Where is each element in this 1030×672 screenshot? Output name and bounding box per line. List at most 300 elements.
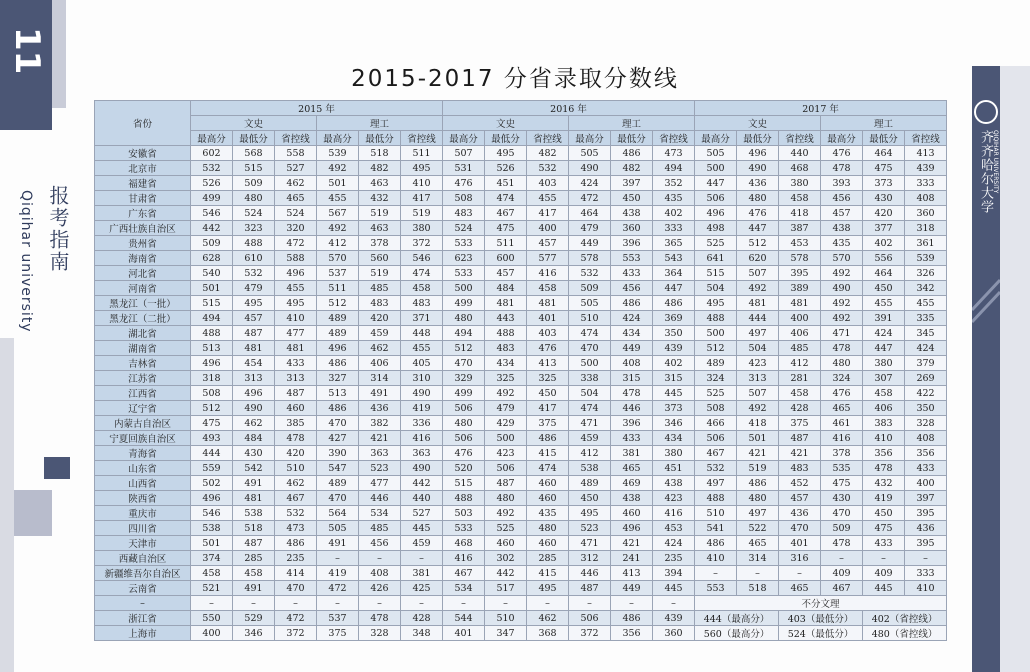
score-cell: 537 — [317, 611, 359, 626]
score-cell: 533 — [443, 236, 485, 251]
score-cell: 381 — [401, 566, 443, 581]
province-cell: 甘肃省 — [95, 191, 191, 206]
score-cell: 378 — [821, 446, 863, 461]
score-cell: 490 — [737, 161, 779, 176]
score-cell: – — [359, 551, 401, 566]
score-cell: 524 — [275, 206, 317, 221]
score-cell: 495 — [569, 506, 611, 521]
score-cell: 397 — [611, 176, 653, 191]
score-cell: 450 — [611, 191, 653, 206]
score-cell: 455 — [275, 281, 317, 296]
side-title-en: Qiqihar university — [18, 190, 34, 333]
score-cell: 550 — [191, 611, 233, 626]
score-cell: 413 — [611, 566, 653, 581]
score-cell: 483 — [401, 296, 443, 311]
score-cell: 459 — [359, 326, 401, 341]
score-cell: 486 — [737, 476, 779, 491]
table-row — [95, 566, 947, 581]
score-cell: 432 — [359, 191, 401, 206]
score-cell: 490 — [569, 161, 611, 176]
score-cell: 458 — [233, 566, 275, 581]
score-cell: 641 — [695, 251, 737, 266]
score-cell: 467 — [485, 206, 527, 221]
score-cell: – — [401, 596, 443, 611]
table-row — [95, 221, 947, 236]
score-cell: 518 — [359, 146, 401, 161]
score-cell: 519 — [359, 266, 401, 281]
score-cell: 235 — [653, 551, 695, 566]
score-cell: 490 — [401, 461, 443, 476]
score-cell: 406 — [359, 356, 401, 371]
score-cell: 480 — [443, 311, 485, 326]
score-cell: 497 — [695, 476, 737, 491]
score-cell: 450 — [527, 386, 569, 401]
score-cell: 445 — [863, 581, 905, 596]
university-name-en: QIQIHAR UNIVERSITY — [992, 130, 999, 194]
score-cell: 537 — [317, 266, 359, 281]
score-cell: 480 — [485, 491, 527, 506]
score-cell: 409 — [863, 566, 905, 581]
score-cell: 513 — [191, 341, 233, 356]
table-row — [95, 446, 947, 461]
score-cell: 375 — [317, 626, 359, 641]
table-row — [95, 161, 947, 176]
score-cell: 447 — [695, 176, 737, 191]
score-cell: 378 — [359, 236, 401, 251]
left-gray-strip — [0, 338, 14, 672]
score-cell: 325 — [485, 371, 527, 386]
score-cell: 372 — [569, 626, 611, 641]
score-cell: 442 — [191, 221, 233, 236]
score-cell: 463 — [359, 221, 401, 236]
score-cell: 465 — [737, 536, 779, 551]
header-column: 最高分 — [695, 131, 737, 146]
score-cell: 567 — [317, 206, 359, 221]
score-cell: 496 — [317, 341, 359, 356]
score-cell: 314 — [359, 371, 401, 386]
score-cell: 511 — [401, 146, 443, 161]
score-cell: 445 — [653, 581, 695, 596]
score-cell: 544 — [443, 611, 485, 626]
score-cell: 408 — [905, 191, 947, 206]
score-cell: 527 — [275, 161, 317, 176]
score-cell: 470 — [317, 416, 359, 431]
score-cell: 505 — [317, 521, 359, 536]
score-cell: 486 — [611, 296, 653, 311]
score-cell: 446 — [569, 566, 611, 581]
score-cell: 428 — [401, 611, 443, 626]
score-cell: 487 — [275, 386, 317, 401]
score-cell: 447 — [863, 341, 905, 356]
score-cell: 241 — [611, 551, 653, 566]
score-cell: 476 — [821, 146, 863, 161]
score-cell: 369 — [653, 311, 695, 326]
header-column: 最低分 — [485, 131, 527, 146]
province-cell: 宁夏回族自治区 — [95, 431, 191, 446]
score-cell: 578 — [569, 251, 611, 266]
score-cell: 420 — [275, 446, 317, 461]
table-row — [95, 281, 947, 296]
score-cell: 505 — [569, 296, 611, 311]
score-cell: 389 — [779, 281, 821, 296]
score-cell: 455 — [317, 191, 359, 206]
score-cell: – — [905, 551, 947, 566]
score-cell: 481 — [233, 491, 275, 506]
table-row — [95, 386, 947, 401]
score-cell: 352 — [653, 176, 695, 191]
score-cell: 512 — [695, 341, 737, 356]
score-cell: 371 — [401, 311, 443, 326]
score-cell: 415 — [527, 566, 569, 581]
score-cell: 413 — [527, 356, 569, 371]
score-cell: 487 — [569, 581, 611, 596]
score-cell: 501 — [191, 536, 233, 551]
score-cell: 494 — [191, 311, 233, 326]
score-cell: 418 — [779, 206, 821, 221]
score-cell: 509 — [191, 236, 233, 251]
score-cell: – — [695, 566, 737, 581]
province-cell: 天津市 — [95, 536, 191, 551]
score-cell: 496 — [191, 491, 233, 506]
score-cell: 515 — [233, 161, 275, 176]
score-cell: 455 — [863, 296, 905, 311]
score-table — [94, 100, 947, 641]
score-cell: 538 — [569, 461, 611, 476]
score-cell: 458 — [401, 281, 443, 296]
score-cell: 468 — [779, 161, 821, 176]
header-row-columns — [95, 131, 947, 146]
score-cell: 493 — [191, 431, 233, 446]
score-cell: 347 — [485, 626, 527, 641]
province-cell: 吉林省 — [95, 356, 191, 371]
score-cell: 453 — [653, 521, 695, 536]
score-cell: 474 — [485, 191, 527, 206]
score-cell: 501 — [191, 281, 233, 296]
score-cell: 492 — [485, 386, 527, 401]
score-cell: 499 — [443, 386, 485, 401]
score-cell: 570 — [821, 251, 863, 266]
score-cell: 395 — [905, 506, 947, 521]
score-cell: 489 — [695, 356, 737, 371]
province-cell: 黑龙江（二批） — [95, 311, 191, 326]
table-row — [95, 311, 947, 326]
score-cell: – — [779, 566, 821, 581]
score-cell: – — [821, 551, 863, 566]
score-cell: 450 — [569, 491, 611, 506]
score-cell: 491 — [233, 476, 275, 491]
score-cell: 457 — [779, 491, 821, 506]
score-cell: 499 — [191, 191, 233, 206]
score-cell: 462 — [233, 416, 275, 431]
score-cell: 492 — [821, 311, 863, 326]
score-cell: 553 — [611, 251, 653, 266]
score-cell: 491 — [359, 386, 401, 401]
score-cell: 417 — [401, 191, 443, 206]
score-cell: 505 — [569, 146, 611, 161]
score-cell: 385 — [275, 416, 317, 431]
score-cell: 458 — [527, 281, 569, 296]
score-cell: 447 — [737, 221, 779, 236]
header-column: 最高分 — [821, 131, 863, 146]
score-cell: 495 — [527, 581, 569, 596]
score-cell: 478 — [821, 161, 863, 176]
score-cell: 470 — [275, 581, 317, 596]
score-cell: 447 — [653, 281, 695, 296]
score-cell: 415 — [527, 446, 569, 461]
score-cell: 506 — [569, 611, 611, 626]
right-light-bar — [1000, 66, 1030, 672]
score-cell: 489 — [317, 311, 359, 326]
decor-stripes — [972, 250, 1000, 330]
score-cell: 568 — [233, 146, 275, 161]
score-cell: 449 — [569, 236, 611, 251]
score-cell: 448 — [401, 326, 443, 341]
score-cell: 436 — [737, 176, 779, 191]
score-cell: 509 — [233, 176, 275, 191]
score-cell: 588 — [275, 251, 317, 266]
score-cell: 402 — [863, 236, 905, 251]
score-cell: 364 — [653, 266, 695, 281]
score-cell: 479 — [485, 401, 527, 416]
score-cell: 433 — [611, 431, 653, 446]
score-cell: 482 — [611, 161, 653, 176]
score-cell: 438 — [821, 221, 863, 236]
header-column: 省控线 — [653, 131, 695, 146]
province-cell: 湖北省 — [95, 326, 191, 341]
score-cell: 320 — [275, 221, 317, 236]
table-row — [95, 326, 947, 341]
score-cell: 512 — [191, 401, 233, 416]
score-cell: 281 — [779, 371, 821, 386]
score-cell: 532 — [191, 161, 233, 176]
score-cell: 482 — [527, 146, 569, 161]
score-cell: 532 — [695, 461, 737, 476]
score-cell: 457 — [821, 206, 863, 221]
province-cell: 西藏自治区 — [95, 551, 191, 566]
score-cell: 390 — [317, 446, 359, 461]
score-cell: 460 — [527, 536, 569, 551]
score-cell: 558 — [275, 146, 317, 161]
score-cell: 455 — [527, 191, 569, 206]
province-cell: 湖南省 — [95, 341, 191, 356]
score-cell: 480 — [527, 521, 569, 536]
score-cell: 468 — [443, 536, 485, 551]
score-cell: 285 — [233, 551, 275, 566]
score-cell: 488 — [485, 326, 527, 341]
score-cell: 504 — [569, 386, 611, 401]
score-cell: – — [275, 596, 317, 611]
score-cell: 481 — [737, 296, 779, 311]
score-cell: 424 — [653, 536, 695, 551]
score-cell: 489 — [317, 326, 359, 341]
score-cell: 488 — [233, 236, 275, 251]
score-cell: 460 — [275, 401, 317, 416]
score-cell: 423 — [653, 491, 695, 506]
score-cell: 408 — [611, 356, 653, 371]
score-cell: 361 — [905, 236, 947, 251]
merged-score-cell: 403（最低分） — [779, 611, 863, 626]
score-cell: 488 — [695, 491, 737, 506]
score-cell: 472 — [317, 581, 359, 596]
score-cell: 526 — [191, 176, 233, 191]
score-cell: 486 — [611, 611, 653, 626]
score-cell: – — [317, 596, 359, 611]
score-cell: 454 — [233, 356, 275, 371]
score-cell: 396 — [611, 236, 653, 251]
header-subject: 理工 — [569, 116, 695, 131]
score-cell: 471 — [569, 536, 611, 551]
score-cell: 324 — [695, 371, 737, 386]
score-cell: 350 — [905, 401, 947, 416]
score-cell: 515 — [695, 266, 737, 281]
score-cell: 602 — [191, 146, 233, 161]
score-cell: 269 — [905, 371, 947, 386]
score-cell: 433 — [611, 266, 653, 281]
score-cell: 458 — [779, 191, 821, 206]
score-cell: 560 — [359, 251, 401, 266]
table-row — [95, 236, 947, 251]
score-cell: 469 — [611, 476, 653, 491]
score-cell: 515 — [443, 476, 485, 491]
score-cell: 360 — [905, 206, 947, 221]
score-cell: 444 — [737, 311, 779, 326]
score-cell: 387 — [779, 221, 821, 236]
score-cell: 489 — [317, 476, 359, 491]
score-cell: 543 — [653, 251, 695, 266]
header-province: 省份 — [95, 101, 191, 146]
score-cell: 489 — [569, 476, 611, 491]
score-cell: 445 — [401, 521, 443, 536]
table-row — [95, 416, 947, 431]
merged-score-cell: 480（省控线） — [863, 626, 947, 641]
score-cell: 532 — [275, 506, 317, 521]
score-cell: 492 — [737, 401, 779, 416]
table-row — [95, 401, 947, 416]
score-cell: 476 — [527, 341, 569, 356]
score-cell: 436 — [905, 521, 947, 536]
score-cell: – — [233, 596, 275, 611]
score-cell: 400 — [779, 311, 821, 326]
score-cell: 546 — [191, 206, 233, 221]
score-cell: 462 — [359, 341, 401, 356]
score-cell: 488 — [695, 311, 737, 326]
score-cell: 406 — [779, 326, 821, 341]
score-cell: 623 — [443, 251, 485, 266]
score-cell: 538 — [233, 506, 275, 521]
province-cell: 河南省 — [95, 281, 191, 296]
score-cell: 465 — [821, 401, 863, 416]
province-cell: 山东省 — [95, 461, 191, 476]
score-cell: 439 — [653, 611, 695, 626]
header-column: 最低分 — [359, 131, 401, 146]
table-row — [95, 371, 947, 386]
score-cell: 564 — [317, 506, 359, 521]
score-cell: 512 — [443, 341, 485, 356]
score-cell: 488 — [191, 326, 233, 341]
score-cell: 477 — [359, 476, 401, 491]
score-cell: 460 — [611, 506, 653, 521]
score-cell: 500 — [443, 281, 485, 296]
province-cell: 陕西省 — [95, 491, 191, 506]
score-cell: 285 — [527, 551, 569, 566]
score-cell: 523 — [569, 521, 611, 536]
score-cell: 483 — [443, 206, 485, 221]
province-cell: 云南省 — [95, 581, 191, 596]
score-cell: 360 — [653, 626, 695, 641]
score-cell: 313 — [737, 371, 779, 386]
score-cell: 395 — [905, 536, 947, 551]
score-cell: 481 — [485, 296, 527, 311]
score-cell: 440 — [401, 491, 443, 506]
score-cell: 420 — [359, 311, 401, 326]
score-cell: 481 — [527, 296, 569, 311]
score-cell: 519 — [737, 461, 779, 476]
score-cell: – — [611, 596, 653, 611]
score-cell: 487 — [233, 536, 275, 551]
province-cell: 黑龙江（一批） — [95, 296, 191, 311]
score-cell: 403 — [527, 326, 569, 341]
score-cell: 412 — [779, 356, 821, 371]
province-cell: 贵州省 — [95, 236, 191, 251]
score-cell: 318 — [905, 221, 947, 236]
score-cell: 478 — [611, 386, 653, 401]
score-cell: 382 — [359, 416, 401, 431]
score-cell: 525 — [695, 386, 737, 401]
table-row — [95, 611, 947, 626]
score-cell: – — [443, 596, 485, 611]
header-subject: 理工 — [317, 116, 443, 131]
score-cell: 457 — [527, 236, 569, 251]
score-cell: 372 — [275, 626, 317, 641]
score-cell: 329 — [443, 371, 485, 386]
decor-square-dark — [44, 457, 70, 479]
score-cell: 400 — [191, 626, 233, 641]
table-row — [95, 266, 947, 281]
province-cell: 江西省 — [95, 386, 191, 401]
score-cell: 498 — [695, 221, 737, 236]
score-cell: 472 — [275, 611, 317, 626]
score-cell: 578 — [779, 251, 821, 266]
score-cell: 523 — [359, 461, 401, 476]
score-cell: 421 — [737, 446, 779, 461]
score-cell: 480 — [443, 416, 485, 431]
score-cell: 427 — [317, 431, 359, 446]
merged-score-cell: 560（最高分） — [695, 626, 779, 641]
page-number: 11 — [7, 27, 47, 75]
score-cell: – — [863, 551, 905, 566]
table-row — [95, 431, 947, 446]
header-column: 省控线 — [779, 131, 821, 146]
score-cell: 496 — [233, 386, 275, 401]
score-cell: 532 — [569, 266, 611, 281]
score-cell: 512 — [317, 296, 359, 311]
university-name-cn: 齐齐哈尔大学 — [978, 130, 993, 214]
table-row — [95, 341, 947, 356]
score-cell: 394 — [653, 566, 695, 581]
score-cell: 542 — [233, 461, 275, 476]
score-cell: 533 — [443, 266, 485, 281]
score-cell: 373 — [863, 176, 905, 191]
score-cell: 435 — [527, 506, 569, 521]
table-row — [95, 206, 947, 221]
score-cell: 416 — [821, 431, 863, 446]
score-cell: 546 — [401, 251, 443, 266]
score-cell: 433 — [905, 461, 947, 476]
score-cell: 506 — [695, 191, 737, 206]
score-cell: 553 — [695, 581, 737, 596]
score-cell: 439 — [653, 341, 695, 356]
score-cell: – — [401, 551, 443, 566]
